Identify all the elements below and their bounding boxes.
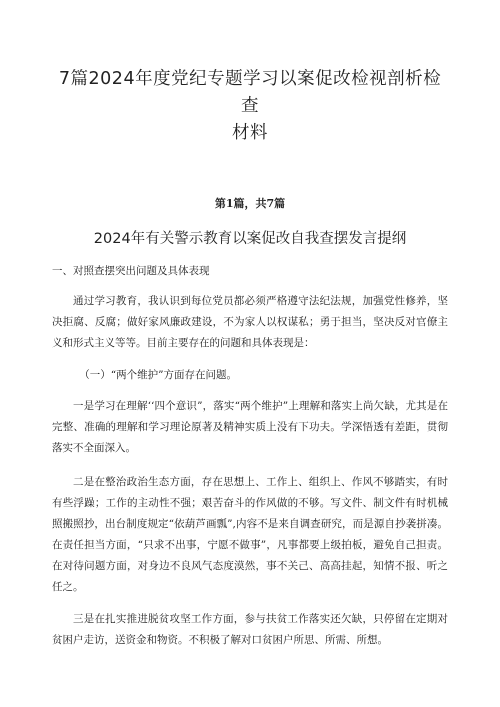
section-number: 第1篇，共7篇 — [214, 197, 286, 210]
section-subtitle: 2024年有关警示教育以案促改自我查摆发言提纲 — [93, 231, 407, 247]
paragraph-intro: 通过学习教育，我认识到每位党员都必须严格遵守法纪法规，加强党性修养，坚决拒腐、反腐；做好家风廉政建设，不为家人以权谋私；勇于担当，坚决反对官僚主义和形式主义等等。目前主要存在的问题和具体表现是： — [52, 295, 448, 349]
heading-level2: （一）“两个维护”方面存在问题。 — [79, 368, 238, 381]
heading-level1: 一、对照查摆突出问题及具体表现 — [52, 265, 210, 277]
paragraph-item-3: 三是在扎实推进脱贫攻坚工作方面，参与扶贫工作落实还欠缺，只停留在定期对贫困户走访，送资金和物资。不积极了解对口贫困户所思、所需、所想。 — [52, 612, 448, 646]
document-title-line1: 7篇2024年度党纪专题学习以案促改检视剖析检查 — [58, 69, 442, 116]
document-title-line2: 材料 — [232, 123, 268, 143]
paragraph-item-2: 二是在整治政治生态方面，存在思想上、工作上、组织上、作风不够踏实，有时有些浮躁；工作的主动性不强；艰苦奋斗的作风做的不够。写文件、制文件有时机械照搬照抄，出台制度规定“依葫芦画瓢”,内容不是来自调查研究，而是源自抄袭拼凑。在责任担当方面，“只求不出事，宁愿不做事”，凡事都要上级拍板，避免自己担责。在对待问题方面，对身边不良风气态度漠然，事不关己、高高挂起，知情不报、听之任之。 — [52, 475, 448, 593]
paragraph-item-1: 一是学习在理解‘‘四个意识”，落实“两个维护”上理解和落实上尚欠缺，尤其是在完整、准确的理解和学习理论原著及精神实质上没有下功夫。学深悟透有差距，贯彻落实不全面深入。 — [52, 399, 448, 454]
document-title — [52, 0, 448, 147]
